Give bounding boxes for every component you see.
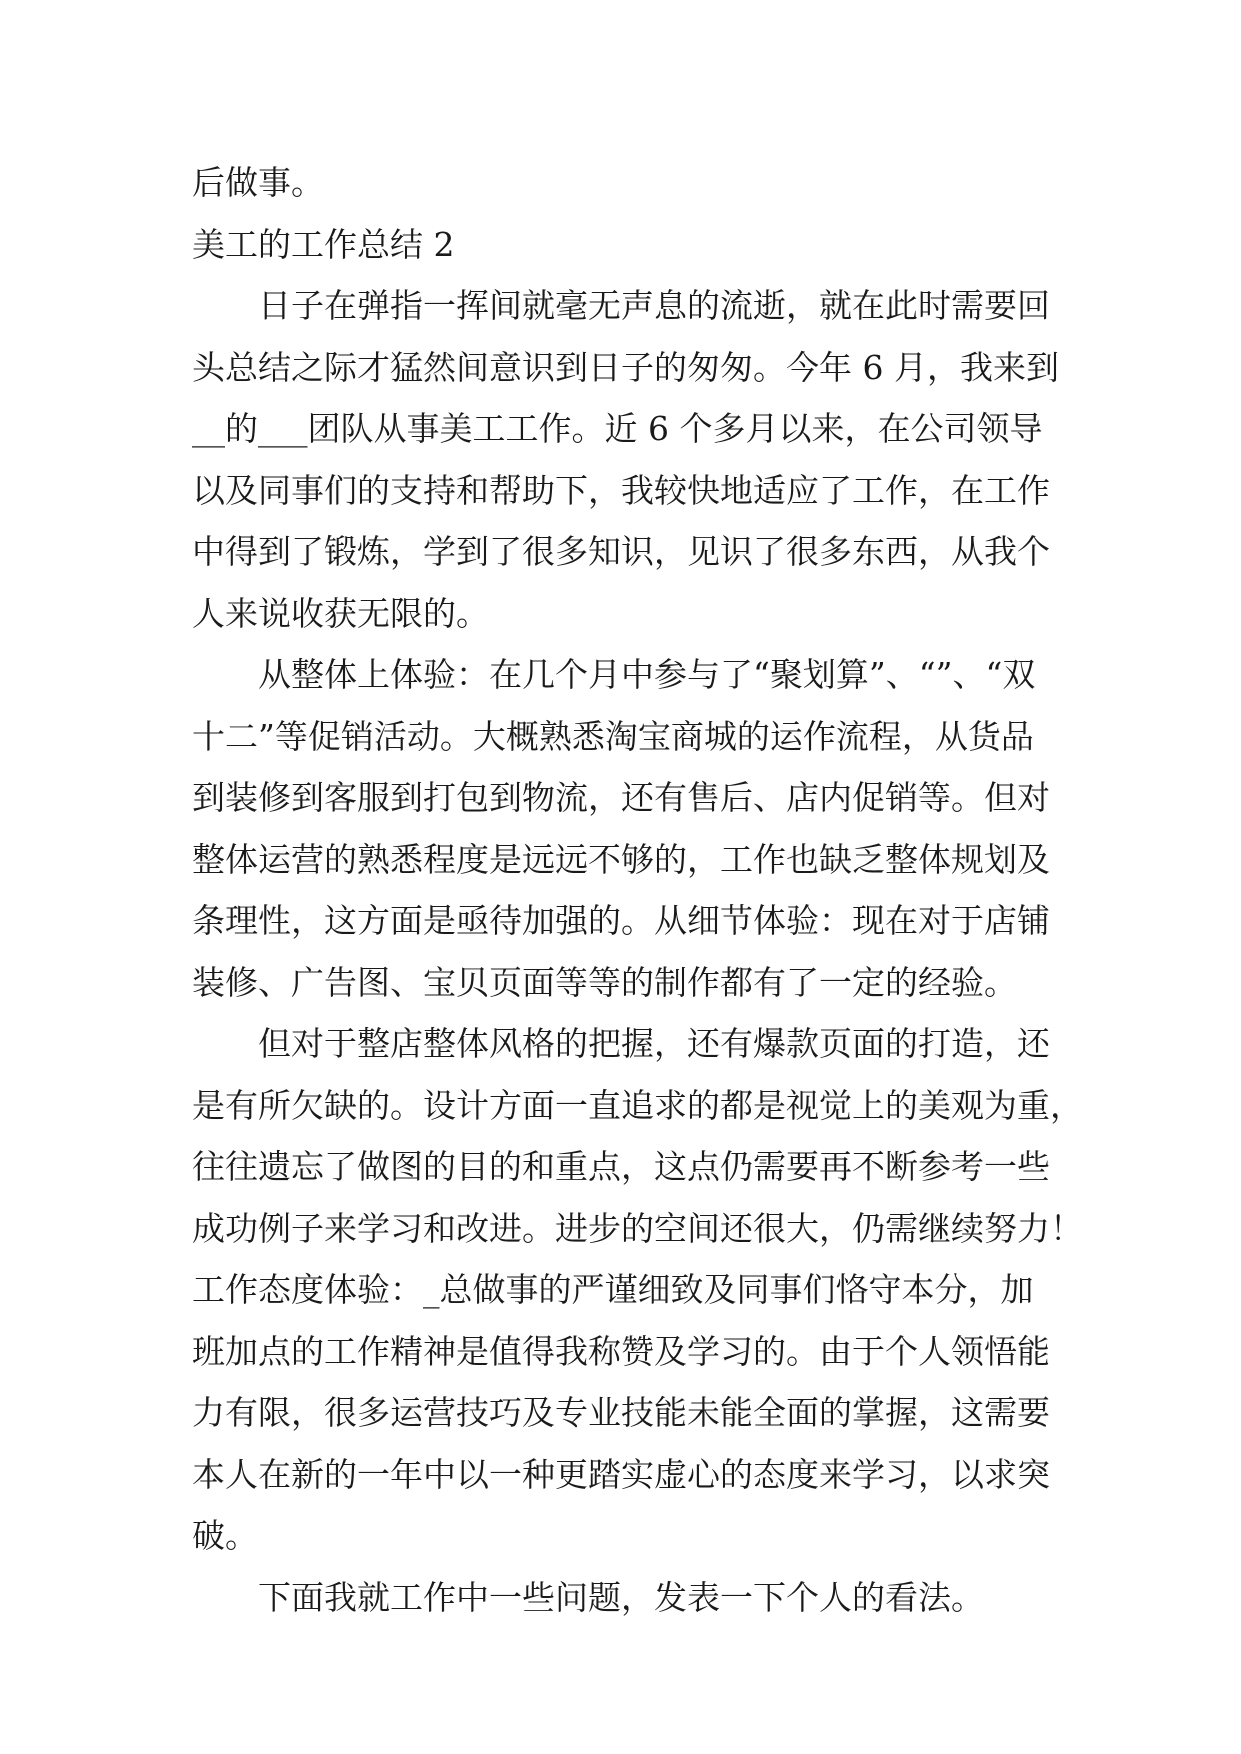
text-line: 后做事。: [192, 163, 324, 202]
text-line: 破。: [192, 1516, 258, 1555]
text-line: 人来说收获无限的。: [192, 593, 489, 633]
paragraph-first-line: 下面我就工作中一些问题，发表一下个人的看法。: [258, 1577, 984, 1617]
text-line: 中得到了锻炼，学到了很多知识，见识了很多东西，从我个: [192, 532, 1050, 571]
paragraph-first-line: 但对于整店整体风格的把握，还有爆款页面的打造，还: [258, 1024, 1050, 1063]
section-heading: 美工的工作总结 2: [192, 224, 455, 264]
text-line: 十二”等促销活动。大概熟悉淘宝商城的运作流程，从货品: [192, 716, 1034, 756]
text-line: 往往遗忘了做图的目的和重点，这点仍需要再不断参考一些: [192, 1147, 1050, 1186]
text-line: 条理性，这方面是亟待加强的。从细节体验：现在对于店铺: [192, 901, 1050, 940]
text-line: 班加点的工作精神是值得我称赞及学习的。由于个人领悟能: [192, 1331, 1050, 1371]
text-line: 本人在新的一年中以一种更踏实虚心的态度来学习，以求突: [192, 1454, 1050, 1494]
text-line: 到装修到客服到打包到物流，还有售后、店内促销等。但对: [192, 778, 1050, 817]
text-line: 以及同事们的支持和帮助下，我较快地适应了工作，在工作: [192, 470, 1050, 510]
text-line: 成功例子来学习和改进。进步的空间还很大，仍需继续努力！: [192, 1208, 1083, 1248]
document-body: [192, 152, 1083, 1628]
text-line: 力有限，很多运营技巧及专业技能未能全面的掌握，这需要: [192, 1393, 1050, 1432]
text-line: 装修、广告图、宝贝页面等等的制作都有了一定的经验。: [192, 962, 1017, 1002]
text-line: 工作态度体验：_总做事的严谨细致及同事们恪守本分，加: [192, 1270, 1034, 1309]
text-line: 整体运营的熟悉程度是远远不够的，工作也缺乏整体规划及: [192, 839, 1050, 879]
text-line: __的___团队从事美工工作。近 6 个多月以来，在公司领导: [192, 409, 1043, 448]
text-line: 头总结之际才猛然间意识到日子的匆匆。今年 6 月，我来到: [192, 347, 1059, 387]
paragraph-first-line: 日子在弹指一挥间就毫无声息的流逝，就在此时需要回: [258, 286, 1050, 325]
text-line: 是有所欠缺的。设计方面一直追求的都是视觉上的美观为重，: [192, 1085, 1083, 1125]
paragraph-first-line: 从整体上体验：在几个月中参与了“聚划算”、“”、“双: [258, 655, 1036, 694]
